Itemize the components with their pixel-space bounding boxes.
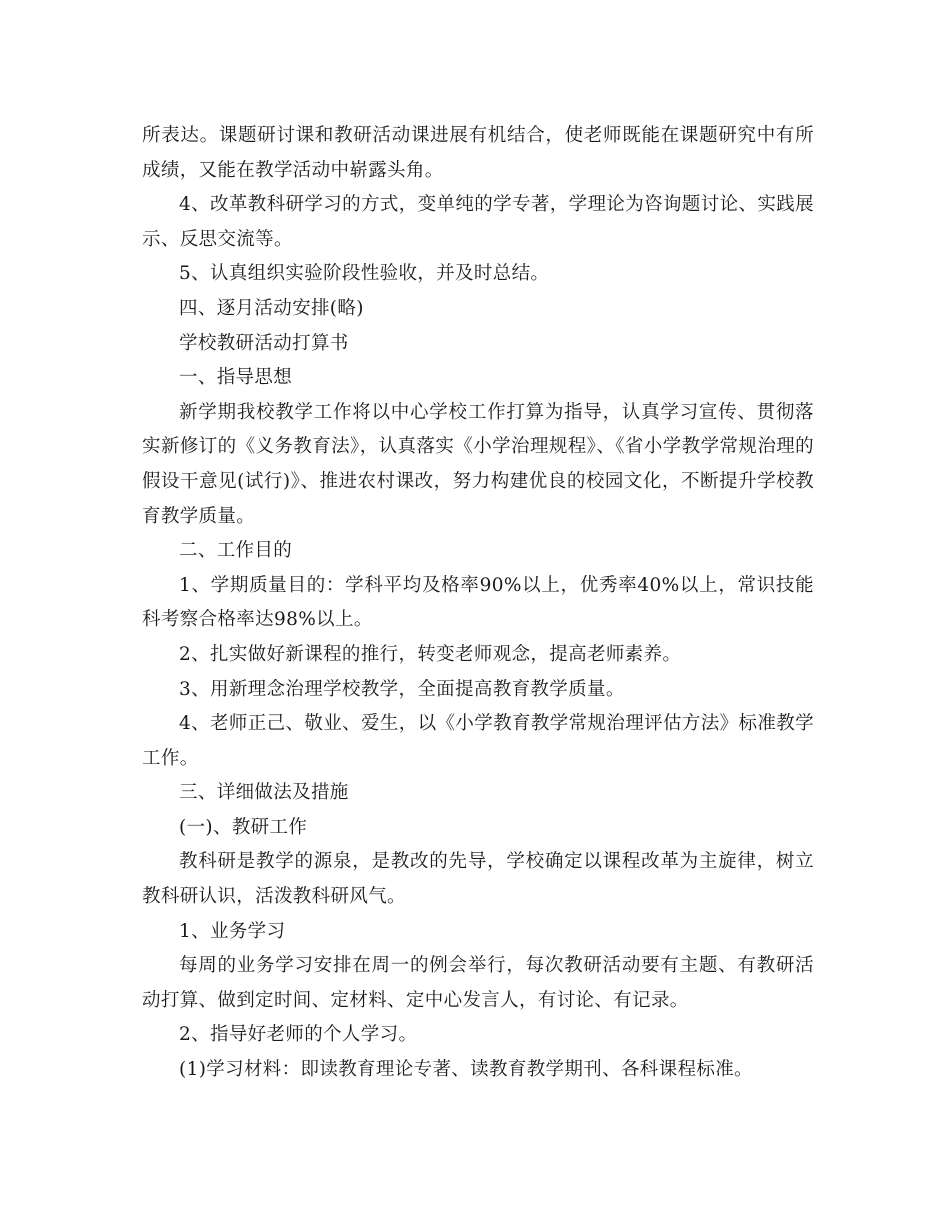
section-heading: 四、逐月活动安排(略) [179,297,364,319]
subsection-heading: (一)、教研工作 [179,816,308,838]
section-heading: 三、详细做法及措施 [179,782,349,804]
paragraph: 每周的业务学习安排在周一的例会举行，每次教研活动要有主题、有教研活动打算、做到定时间、定材料、定中心发言人，有讨论、有记录。 [142,955,814,1011]
paragraph: 1、学期质量目的：学科平均及格率90%以上，优秀率40%以上，常识技能科考察合格率达98%以上。 [142,574,814,631]
paragraph: 3、用新理念治理学校教学，全面提高教育教学质量。 [179,678,625,700]
document-body [142,119,814,1088]
paragraph: 2、指导好老师的个人学习。 [179,1024,418,1046]
paragraph: 所表达。课题研讨课和教研活动课进展有机结合，使老师既能在课题研究中有所成绩，又能在教学活动中崭露头角。 [142,125,814,181]
section-heading: 二、工作目的 [179,540,293,562]
paragraph: 教科研是教学的源泉，是教改的先导，学校确定以课程改革为主旋律，树立教科研认识，活泼教科研风气。 [142,851,814,908]
paragraph: 5、认真组织实验阶段性验收，并及时总结。 [179,263,550,285]
paragraph: 4、老师正己、敬业、爱生，以《小学教育教学常规治理评估方法》标准教学工作。 [142,713,814,769]
section-heading: 一、指导思想 [179,367,293,389]
paragraph: (1)学习材料：即读教育理论专著、读教育教学期刊、各科课程标准。 [179,1059,753,1081]
paragraph: 新学期我校教学工作将以中心学校工作打算为指导，认真学习宣传、贯彻落实新修订的《义务教育法》，认真落实《小学治理规程》、《省小学教学常规治理的假设干意见(试行)》、推进农村课改，努力构建优良的校园文化，不断提升学校教育教学质量。 [142,401,814,527]
subsection-heading: 1、业务学习 [179,920,286,942]
paragraph: 4、改革教科研学习的方式，变单纯的学专著，学理论为咨询题讨论、实践展示、反思交流等。 [142,194,814,250]
document-title: 学校教研活动打算书 [179,332,349,354]
paragraph: 2、扎实做好新课程的推行，转变老师观念，提高老师素养。 [179,643,682,665]
